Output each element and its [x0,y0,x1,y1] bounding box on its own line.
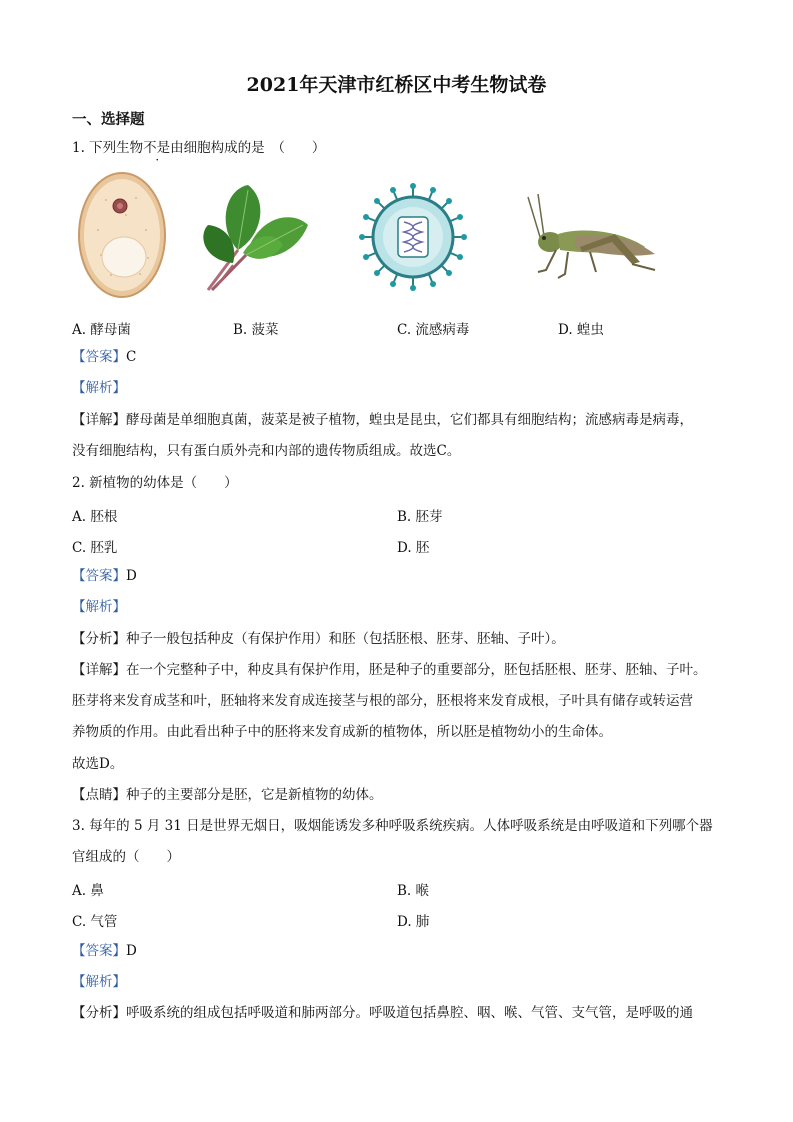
q1-detail-line-1: 【详解】酵母菌是单细胞真菌，菠菜是被子植物，蝗虫是昆虫，它们都具有细胞结构；流感病毒是病毒， [72,412,693,428]
q3-answer: 【答案】D [72,943,137,959]
q2-detail-line-3: 养物质的作用。由此看出种子中的胚将来发育成新的植物体，所以胚是植物幼小的生命体。 [72,724,612,740]
q2-option-a: A. 胚根 [72,509,118,525]
influenza-virus-image [354,182,472,292]
question-1-stem: 1. 下列生物不是由细胞构成的是 （ ） [72,140,326,156]
q3-option-c: C. 气管 [72,914,118,930]
q2-answer: 【答案】D [72,568,137,584]
emphasized-text: 不是 [143,140,171,156]
question-2-stem: 2. 新植物的幼体是（ ） [72,475,238,491]
q2-option-c: C. 胚乳 [72,540,118,556]
q2-fenxi: 【分析】种子一般包括种皮（有保护作用）和胚（包括胚根、胚芽、胚轴、子叶）。 [72,631,565,647]
q3-option-a: A. 鼻 [72,883,104,899]
question-3-stem-line-2: 官组成的（ ） [72,849,180,865]
page-title: 2021年天津市红桥区中考生物试卷 [246,74,547,96]
q2-detail-line-1: 【详解】在一个完整种子中，种皮具有保护作用，胚是种子的重要部分，胚包括胚根、胚芽、胚轴、子叶。 [72,662,707,678]
q1-option-d: D. 蝗虫 [558,322,604,338]
q3-fenxi: 【分析】呼吸系统的组成包括呼吸道和肺两部分。呼吸道包括鼻腔、咽、喉、气管、支气管，是呼吸的通 [72,1005,693,1021]
yeast-cell-image [76,170,168,300]
q1-option-a: A. 酵母菌 [72,322,131,338]
q2-conclusion: 故选D。 [72,756,124,772]
q3-analysis-label: 【解析】 [72,974,126,990]
q1-option-c: C. 流感病毒 [397,322,470,338]
q3-option-d: D. 肺 [397,914,430,930]
q2-option-d: D. 胚 [397,540,430,556]
q1-detail-line-2: 没有细胞结构，只有蛋白质外壳和内部的遗传物质组成。故选C。 [72,443,461,459]
q1-option-b: B. 菠菜 [233,322,279,338]
q1-analysis-label: 【解析】 [72,380,126,396]
question-3-stem-line-1: 3. 每年的 5 月 31 日是世界无烟日，吸烟能诱发多种呼吸系统疾病。人体呼吸系统是由呼吸道和下列哪个器 [72,818,713,834]
section-heading: 一、选择题 [72,111,145,128]
q3-option-b: B. 喉 [397,883,430,899]
q1-answer: 【答案】C [72,349,137,365]
grasshopper-image [520,192,662,287]
q2-detail-line-2: 胚芽将来发育成茎和叶，胚轴将来发育成连接茎与根的部分，胚根将来发育成根，子叶具有储存或转运营 [72,693,693,709]
q2-analysis-label: 【解析】 [72,599,126,615]
q2-dianjing: 【点睛】种子的主要部分是胚，它是新植物的幼体。 [72,787,383,803]
spinach-image [198,175,318,295]
q2-option-b: B. 胚芽 [397,509,443,525]
